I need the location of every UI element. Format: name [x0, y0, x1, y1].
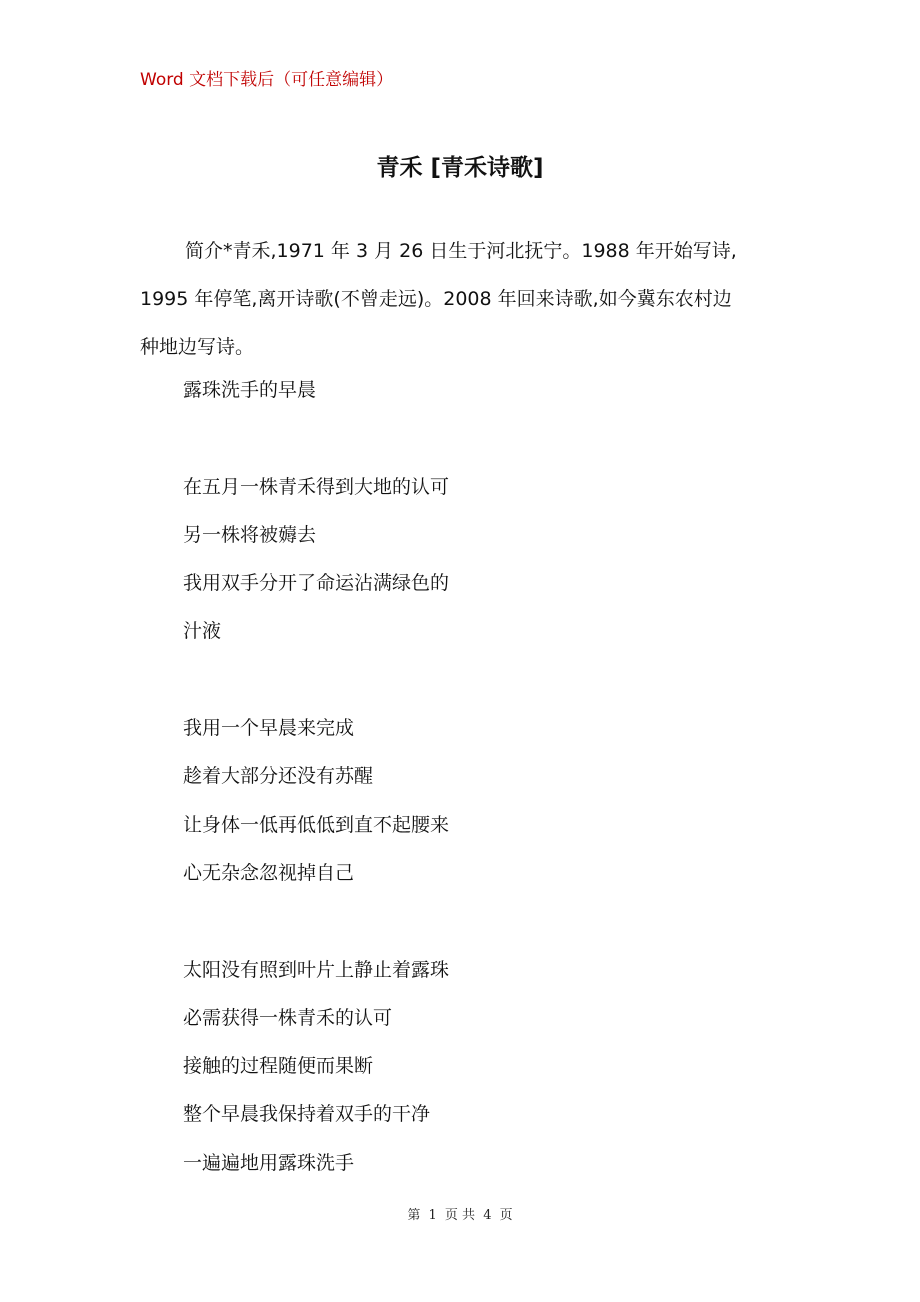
poem-line: 一遍遍地用露珠洗手: [183, 1151, 355, 1174]
stanza-gap: [183, 897, 783, 945]
poem-line: 在五月一株青禾得到大地的认可: [183, 475, 450, 498]
poem-line: 我用一个早晨来完成: [183, 717, 355, 740]
stanza-gap: [183, 414, 783, 462]
poem-line: 另一株将被薅去: [183, 523, 317, 546]
poem-line: 我用双手分开了命运沾满绿色的: [183, 572, 450, 595]
document-title: 青禾 [青禾诗歌]: [376, 155, 544, 181]
intro-line: 1995 年停笔,离开诗歌(不曾走远)。2008 年回来诗歌,如今冀东农村边: [140, 288, 732, 310]
poem-line: 接触的过程随便而果断: [183, 1055, 374, 1078]
footer-prefix: 第: [407, 1208, 421, 1223]
poem-title: 露珠洗手的早晨: [183, 379, 317, 401]
poem-line: 趁着大部分还没有苏醒: [183, 765, 374, 788]
poem-line: 心无杂念忽视掉自己: [183, 861, 355, 884]
footer-suffix: 页: [499, 1208, 513, 1223]
intro-paragraph: [140, 227, 780, 371]
stanza-gap: [183, 656, 783, 704]
intro-line: 简介*青禾,1971 年 3 月 26 日生于河北抚宁。1988 年开始写诗,: [185, 240, 737, 262]
page-footer: [0, 1206, 920, 1226]
poem-line: 太阳没有照到叶片上静止着露珠: [183, 958, 450, 981]
total-page-count: 4: [483, 1208, 492, 1223]
header-note: Word 文档下载后（可任意编辑）: [140, 70, 394, 90]
poem: [183, 366, 783, 1187]
poem-line: 必需获得一株青禾的认可: [183, 1006, 393, 1029]
poem-line: 让身体一低再低低到直不起腰来: [183, 813, 450, 836]
current-page-number: 1: [428, 1208, 437, 1223]
poem-line: 汁液: [183, 620, 222, 643]
footer-middle: 页 共: [444, 1208, 476, 1223]
poem-line: 整个早晨我保持着双手的干净: [183, 1103, 431, 1126]
intro-line: 种地边写诗。: [140, 336, 255, 358]
